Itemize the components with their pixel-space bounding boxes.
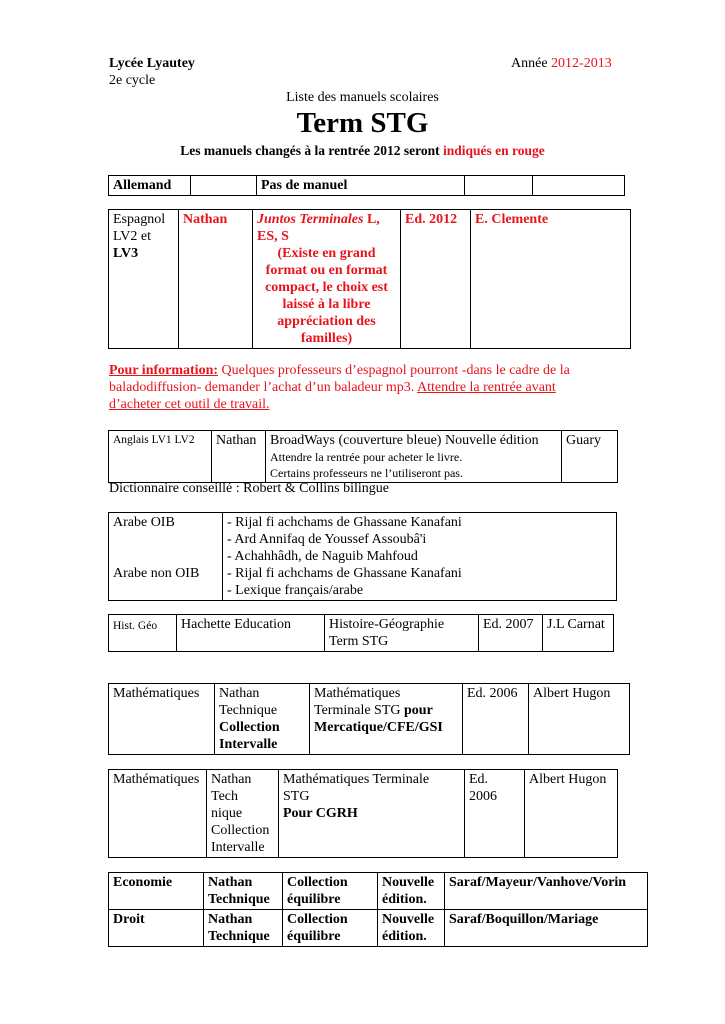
allemand-table	[108, 175, 625, 196]
droit-edition-line2: édition.	[382, 929, 427, 944]
maths2-title-line1: Mathématiques Terminale	[283, 772, 430, 787]
maths2-publisher-line: Collection	[211, 823, 270, 838]
economie-publisher-line1: Nathan	[208, 875, 253, 890]
droit-edition-line1: Nouvelle	[382, 912, 435, 927]
page-title: Term STG	[296, 107, 429, 139]
maths2-publisher-line: Nathan	[211, 772, 252, 787]
school-year	[511, 55, 612, 72]
espagnol-subject-line3: LV3	[113, 246, 139, 261]
maths1-author: Albert Hugon	[529, 684, 630, 755]
arabe-oib-subject: Arabe OIB	[113, 515, 175, 530]
espagnol-title-italic: Juntos Terminales	[257, 212, 364, 227]
droit-subject: Droit	[109, 910, 204, 947]
maths2-edition	[465, 770, 525, 858]
maths2-edition-line1: Ed.	[469, 772, 489, 787]
maths2-publisher	[207, 770, 279, 858]
droit-collection-line1: Collection	[287, 912, 348, 927]
maths1-title-bold-b: Mercatique/CFE/GSI	[314, 720, 443, 735]
droit-publisher-line1: Nathan	[208, 912, 253, 927]
anglais-dictionary: Dictionnaire conseillé : Robert & Collins bilingue	[109, 481, 389, 496]
arabe-subjects	[109, 513, 223, 601]
droit-publisher	[204, 910, 283, 947]
maths2-author: Albert Hugon	[525, 770, 618, 858]
allemand-subject: Allemand	[109, 176, 191, 196]
maths1-title-bold-a: pour	[404, 703, 433, 718]
maths1-publisher-line1: Nathan	[219, 686, 260, 701]
info-paragraph	[109, 362, 609, 413]
allemand-empty-cell	[533, 176, 625, 196]
economie-authors: Saraf/Mayeur/Vanhove/Vorin	[445, 873, 648, 910]
eco-droit-table	[108, 872, 648, 947]
histgeo-author: J.L Carnat	[543, 615, 614, 652]
arabe-book-item: - Achahhâdh, de Naguib Mahfoud	[227, 549, 418, 564]
info-link[interactable]: Attendre la rentrée avant d’acheter cet outil de travail.	[109, 380, 556, 412]
maths2-title-line2: STG	[283, 789, 310, 804]
anglais-title-cell	[266, 431, 562, 483]
info-label: Pour information:	[109, 363, 219, 378]
droit-authors: Saraf/Boquillon/Mariage	[445, 910, 648, 947]
espagnol-title	[253, 210, 401, 349]
economie-collection-line1: Collection	[287, 875, 348, 890]
year-value: 2012-2013	[551, 56, 612, 71]
economie-edition	[378, 873, 445, 910]
maths2-publisher-line: Tech	[211, 789, 239, 804]
droit-collection-line2: équilibre	[287, 929, 341, 944]
anglais-note-1: Attendre la rentrée pour acheter le livre.	[270, 450, 463, 464]
list-title: Liste des manuels scolaires	[286, 90, 439, 105]
espagnol-title-rest: L, ES, S	[257, 212, 380, 244]
maths1-collection-line2: Intervalle	[219, 737, 278, 752]
economie-subject: Economie	[109, 873, 204, 910]
arabe-table	[108, 512, 617, 601]
anglais-note-2: Certains professeurs ne l’utiliseront pas.	[270, 466, 463, 480]
school-name: Lycée Lyautey	[109, 56, 195, 71]
maths1-publisher	[215, 684, 310, 755]
espagnol-subject	[109, 210, 179, 349]
histgeo-edition: Ed. 2007	[479, 615, 543, 652]
subtitle	[0, 142, 725, 159]
maths1-title-line2-wrap	[314, 702, 458, 719]
arabe-book-item: - Rijal fi achchams de Ghassane Kanafani	[227, 515, 462, 530]
economie-edition-line1: Nouvelle	[382, 875, 435, 890]
maths1-publisher-line2: Technique	[219, 703, 278, 718]
anglais-table	[108, 430, 618, 483]
allemand-empty-cell	[191, 176, 257, 196]
maths1-subject: Mathématiques	[109, 684, 215, 755]
maths1-collection-line1: Collection	[219, 720, 280, 735]
histgeo-table	[108, 614, 614, 652]
maths2-publisher-line: nique	[211, 806, 243, 821]
allemand-empty-cell	[465, 176, 533, 196]
subtitle-red-text: indiqués en rouge	[442, 143, 545, 158]
maths1-table	[108, 683, 630, 755]
economie-edition-line2: édition.	[382, 892, 427, 907]
maths1-title-line1: Mathématiques	[314, 686, 401, 701]
maths2-table	[108, 769, 618, 858]
economie-publisher	[204, 873, 283, 910]
maths2-edition-line2: 2006	[469, 789, 497, 804]
maths1-title-line2: Terminale STG	[314, 703, 401, 718]
arabe-book-item: - Ard Annifaq de Youssef Assoubâ'i	[227, 532, 427, 547]
arabe-non-oib-subject: Arabe non OIB	[113, 566, 200, 581]
economie-collection	[283, 873, 378, 910]
espagnol-note: (Existe en grand format ou en format compact, le choix est laissé à la libre appréciation des familles)	[265, 246, 388, 346]
arabe-book-item: - Lexique français/arabe	[227, 583, 364, 598]
maths2-publisher-line: Intervalle	[211, 840, 265, 855]
espagnol-edition: Ed. 2012	[401, 210, 471, 349]
info-text: Quelques professeurs d’espagnol pourront -dans le cadre de la baladodiffusion- demander l’achat d’un baladeur mp3.	[109, 363, 570, 395]
anglais-author: Guary	[562, 431, 618, 483]
histgeo-subject: Hist. Géo	[109, 615, 177, 652]
espagnol-author: E. Clemente	[471, 210, 631, 349]
arabe-books	[223, 513, 617, 601]
year-label: Année	[511, 56, 548, 71]
histgeo-title-cell	[325, 615, 479, 652]
maths1-edition: Ed. 2006	[463, 684, 529, 755]
espagnol-table	[108, 209, 631, 349]
droit-edition	[378, 910, 445, 947]
economie-collection-line2: équilibre	[287, 892, 341, 907]
histgeo-title-line1: Histoire-Géographie	[329, 617, 445, 632]
maths2-subject: Mathématiques	[109, 770, 207, 858]
droit-collection	[283, 910, 378, 947]
arabe-book-item: - Rijal fi achchams de Ghassane Kanafani	[227, 566, 462, 581]
allemand-note: Pas de manuel	[257, 176, 465, 196]
anglais-title: BroadWays (couverture bleue) Nouvelle édition	[270, 433, 539, 448]
anglais-publisher: Nathan	[212, 431, 266, 483]
school-cycle: 2e cycle	[109, 73, 156, 88]
subtitle-text: Les manuels changés à la rentrée 2012 seront	[180, 143, 440, 158]
maths1-title	[310, 684, 463, 755]
droit-publisher-line2: Technique	[208, 929, 270, 944]
histgeo-title-line2: Term STG	[329, 634, 389, 649]
economie-publisher-line2: Technique	[208, 892, 270, 907]
espagnol-publisher: Nathan	[179, 210, 253, 349]
maths2-title-bold: Pour CGRH	[283, 806, 358, 821]
espagnol-subject-line2: LV2 et	[113, 229, 151, 244]
histgeo-publisher: Hachette Education	[177, 615, 325, 652]
anglais-subject: Anglais LV1 LV2	[109, 431, 212, 483]
espagnol-subject-line1: Espagnol	[113, 212, 166, 227]
maths2-title	[279, 770, 465, 858]
